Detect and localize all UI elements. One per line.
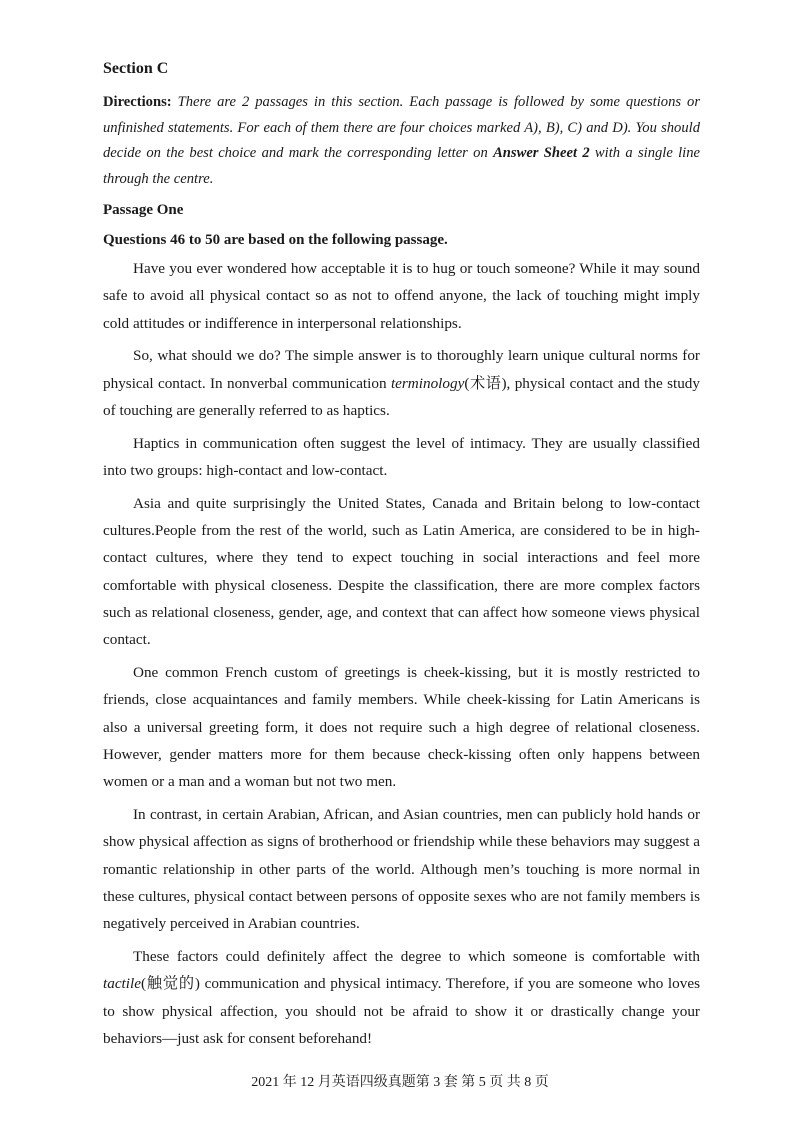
directions-text-2: with a single line through the centre. xyxy=(103,145,700,187)
paragraph-7-term: tactile xyxy=(103,975,141,993)
answer-sheet-label: Answer Sheet 2 xyxy=(493,145,590,161)
paragraph-2-text-b: , physical contact and the study of touching are generally referred to as haptics. xyxy=(103,374,700,419)
directions-label: Directions: xyxy=(103,94,172,110)
section-title: Section C xyxy=(103,60,169,77)
paragraph-7-gloss: (触觉的) xyxy=(140,975,200,993)
page-footer: 2021 年 12 月英语四级真题第 3 套 第 5 页 共 8 页 xyxy=(251,1075,549,1090)
paragraph-7-text-b: communication and physical intimacy. Therefore, if you are someone who loves to show physical affection, you should not be afraid to show it or drastically change your behaviors—just ask for consent beforehand! xyxy=(103,975,700,1048)
directions-text-1: There are 2 passages in this section. Each passage is followed by some questions or unfinished statements. For each of them there are four choices marked A), B), C) and D). You should decide on the best choice and mark the corresponding letter on xyxy=(103,94,700,161)
question-range: Questions 46 to 50 are based on the following passage. xyxy=(103,232,448,248)
directions xyxy=(103,90,700,192)
exam-page xyxy=(103,58,700,1058)
paragraph-2-term: terminology xyxy=(390,374,465,392)
paragraph-1: Have you ever wondered how acceptable it is to hug or touch someone? While it may sound safe to avoid all physical contact so as not to offend anyone, the lack of touching might imply cold attitudes or indifference in interpersonal relationships. xyxy=(103,260,700,332)
paragraph-3: Haptics in communication often suggest the level of intimacy. They are usually classified into two groups: high-contact and low-contact. xyxy=(103,434,700,480)
paragraph-5: One common French custom of greetings is cheek-kissing, but it is mostly restricted to friends, close acquaintances and family members. While cheek-kissing for Latin Americans is also a universal greeting form, it does not require such a high degree of relational closeness. However, gender matters more for them because check-kissing often only happens between women or a man and a woman but not two men. xyxy=(103,664,700,791)
passage-title: Passage One xyxy=(103,202,184,218)
paragraph-7-text-a: These factors could definitely affect the degree to which someone is comfortable with xyxy=(133,948,700,966)
paragraph-4: Asia and quite surprisingly the United States, Canada and Britain belong to low-contact cultures.People from the rest of the world, such as Latin America, are considered to be in high-contact cultures, where they tend to expect touching in social interactions and feel more comfortable with physical closeness. Despite the classification, there are more complex factors such as relational closeness, gender, age, and context that can affect how someone views physical contact. xyxy=(103,494,700,649)
paragraph-2-text-a: So, what should we do? The simple answer is to thoroughly learn unique cultural norms for physical contact. In nonverbal communication xyxy=(103,347,700,392)
paragraph-7 xyxy=(103,943,700,1052)
paragraph-2 xyxy=(103,342,700,424)
paragraph-6: In contrast, in certain Arabian, African, and Asian countries, men can publicly hold hands or show physical affection as signs of brotherhood or friendship while these behaviors may suggest a romantic relationship in other parts of the world. Although men’s touching is more normal in these cultures, physical contact between persons of opposite sexes who are not family members is negatively perceived in Arabian countries. xyxy=(103,806,700,933)
paragraph-2-gloss: (术语) xyxy=(464,374,507,392)
